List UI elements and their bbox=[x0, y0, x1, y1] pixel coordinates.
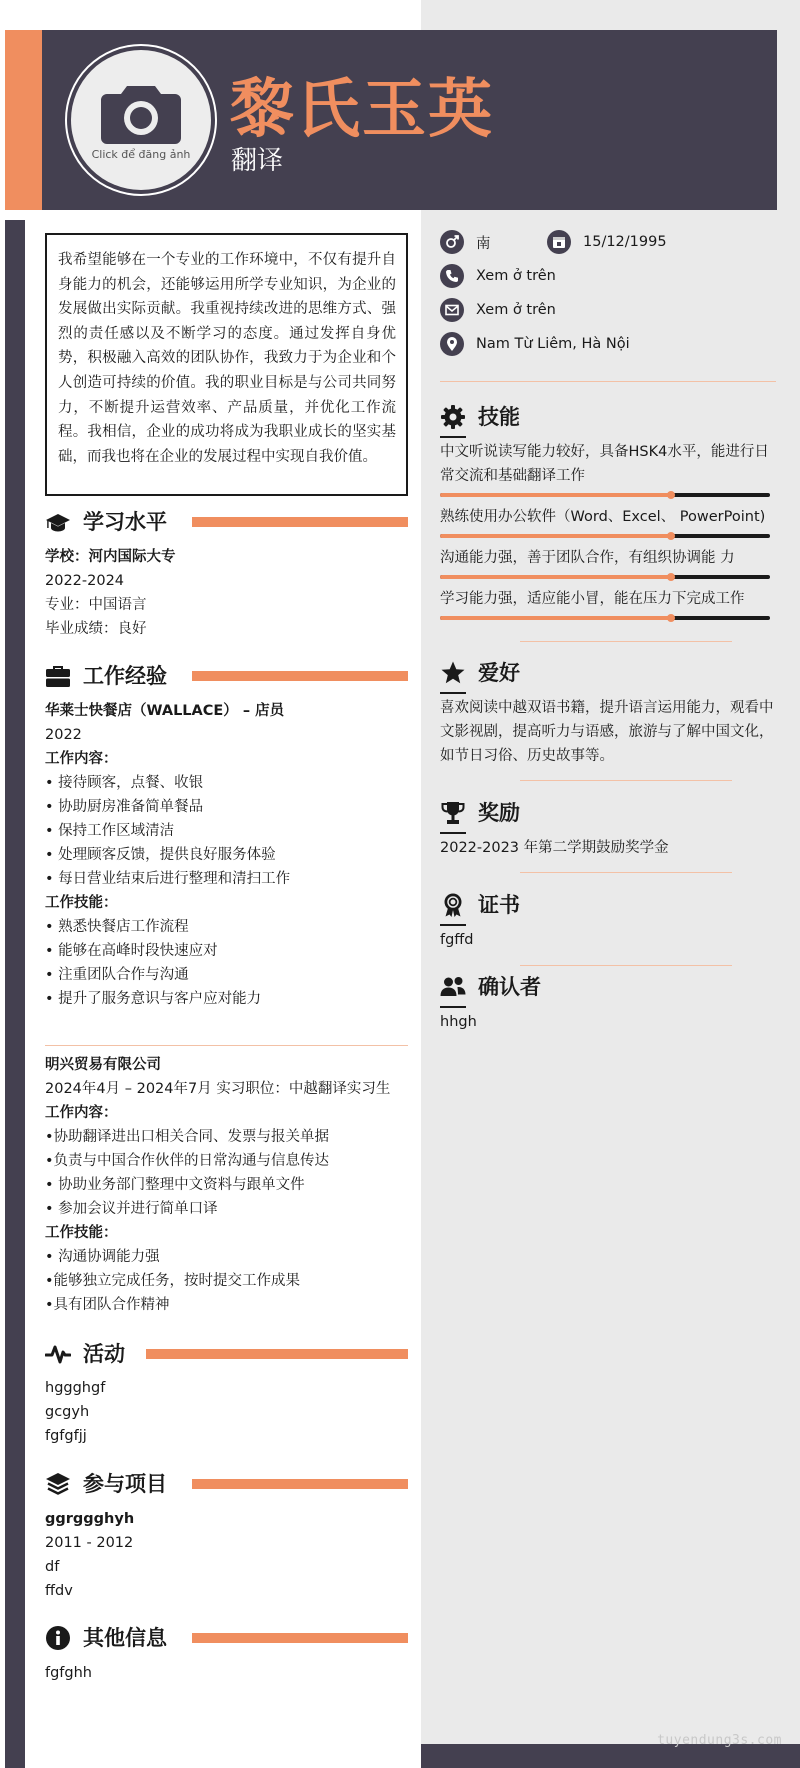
references-text: hhgh bbox=[440, 1014, 477, 1030]
graduation-cap-icon bbox=[45, 509, 71, 535]
career-objective: 我希望能够在一个专业的工作环境中，不仅有提升自身能力的机会，还能够运用所学专业知识，为企业的发展做出实际贡献。我重视持续改进的思维方式、强烈的责任感以及不断学习的态度。通过发挥自身优势，积极融入高效的团队协作，我致力于为企业和个人创造可持续的价值。我的职业目标是与公司共同努力，不断提升运营效率、产品质量，并优化工作流程。我相信，企业的成功将成为我职业成长的坚实基础，而我也将在企业的发展过程中实现自我价值。 bbox=[45, 233, 408, 496]
phone-value[interactable]: Xem ở trên bbox=[476, 268, 556, 284]
activity-line: gcgyh bbox=[45, 1404, 90, 1420]
address-row bbox=[440, 330, 630, 358]
job-line: • 协助厨房准备简单餐品 bbox=[45, 799, 204, 815]
avatar-frame bbox=[65, 44, 217, 196]
job-line: • 能够在高峰时段快速应对 bbox=[45, 943, 218, 959]
email-value[interactable]: Xem ở trên bbox=[476, 302, 556, 318]
skill-label: 学习能力强，适应能小冒，能在压力下完成工作 bbox=[440, 591, 745, 607]
project-line: 2011 - 2012 bbox=[45, 1535, 134, 1551]
location-pin-icon bbox=[440, 332, 464, 356]
users-icon bbox=[440, 974, 466, 1000]
phone-row bbox=[440, 262, 556, 290]
info-icon bbox=[45, 1625, 71, 1651]
header bbox=[5, 30, 777, 210]
left-accent-strip bbox=[5, 220, 25, 1768]
certificates-text: fgffd bbox=[440, 932, 474, 948]
skill-label: 熟练使用办公软件（Word、Excel、 PowerPoint) bbox=[440, 509, 766, 525]
skills-title-underline bbox=[440, 436, 466, 438]
education-section-header bbox=[45, 505, 408, 539]
job-entry bbox=[45, 699, 411, 1011]
project-line: df bbox=[45, 1559, 60, 1575]
activity-line: hggghgf bbox=[45, 1380, 106, 1396]
avatar-upload[interactable] bbox=[71, 50, 211, 190]
job-line: •负责与中国合作伙伴的日常沟通与信息传达 bbox=[45, 1153, 330, 1169]
references-title-underline bbox=[440, 1006, 466, 1008]
activity-line: fgfgfjj bbox=[45, 1428, 87, 1444]
skill-label: 中文听说读写能力较好，具备HSK4水平，能进行日常交流和基础翻译工作 bbox=[440, 444, 769, 484]
projects-section-header bbox=[45, 1467, 408, 1501]
job-line: • 每日营业结束后进行整理和清扫工作 bbox=[45, 871, 291, 887]
project-line: ffdv bbox=[45, 1583, 73, 1599]
job-line: • 注重团队合作与沟通 bbox=[45, 967, 189, 983]
job-line: • 熟悉快餐店工作流程 bbox=[45, 919, 189, 935]
other-info-section-header bbox=[45, 1621, 408, 1655]
gear-icon bbox=[440, 404, 466, 430]
skill-level-bar bbox=[440, 534, 770, 538]
email-row bbox=[440, 296, 556, 324]
birthday-row bbox=[547, 228, 667, 256]
gender-row bbox=[440, 228, 491, 256]
job-line: • 沟通协调能力强 bbox=[45, 1249, 160, 1265]
pulse-icon bbox=[45, 1341, 71, 1367]
education-line: 专业：中国语言 bbox=[45, 597, 147, 613]
job-line: 工作内容： bbox=[45, 1105, 118, 1121]
gender-value: 南 bbox=[476, 235, 491, 252]
activities-title: 活动 bbox=[83, 1342, 125, 1366]
other-info-title: 其他信息 bbox=[83, 1626, 167, 1650]
job-line: 华莱士快餐店（WALLACE） – 店员 bbox=[45, 703, 285, 719]
other-info-title-bar bbox=[192, 1633, 408, 1643]
job-divider bbox=[45, 1045, 408, 1046]
section-divider bbox=[520, 780, 732, 781]
layers-icon bbox=[45, 1471, 71, 1497]
watermark: tuyendung3s.com bbox=[657, 1733, 782, 1748]
skill-level-bar bbox=[440, 616, 770, 620]
star-icon bbox=[440, 660, 466, 686]
experience-title-bar bbox=[192, 671, 408, 681]
awards-text: 2022-2023 年第二学期鼓励奖学金 bbox=[440, 840, 669, 856]
awards-title-underline bbox=[440, 832, 466, 834]
certificates-title: 证书 bbox=[478, 893, 520, 917]
award-badge-icon bbox=[440, 892, 466, 918]
section-divider bbox=[520, 872, 732, 873]
skill-item bbox=[440, 587, 778, 620]
email-icon bbox=[440, 298, 464, 322]
job-line: 工作内容： bbox=[45, 751, 118, 767]
certificates-title-underline bbox=[440, 924, 466, 926]
section-divider bbox=[520, 965, 732, 966]
header-accent bbox=[5, 30, 42, 210]
experience-title: 工作经验 bbox=[83, 664, 167, 688]
experience-section-header bbox=[45, 659, 408, 693]
job-line: • 接待顾客，点餐、收银 bbox=[45, 775, 204, 791]
camera-icon bbox=[101, 80, 181, 146]
job-line: •具有团队合作精神 bbox=[45, 1297, 170, 1313]
activities-details bbox=[45, 1376, 411, 1448]
skill-item bbox=[440, 546, 778, 579]
education-title-bar bbox=[192, 517, 408, 527]
section-divider bbox=[520, 641, 732, 642]
education-line: 2022-2024 bbox=[45, 573, 125, 589]
job-line: • 处理顾客反馈，提供良好服务体验 bbox=[45, 847, 276, 863]
job-line: •协助翻译进出口相关合同、发票与报关单据 bbox=[45, 1129, 330, 1145]
hobbies-text: 喜欢阅读中越双语书籍，提升语言运用能力，观看中文影视剧，提高听力与语感，旅游与了解中国文化，如节日习俗、历史故事等。 bbox=[440, 700, 774, 764]
skill-level-bar bbox=[440, 493, 770, 497]
job-line: 2024年4月 – 2024年7月 实习职位：中越翻译实习生 bbox=[45, 1081, 391, 1097]
skill-item bbox=[440, 440, 778, 497]
projects-details bbox=[45, 1507, 411, 1603]
education-details bbox=[45, 545, 411, 641]
skill-level-bar bbox=[440, 575, 770, 579]
skill-item bbox=[440, 505, 778, 538]
other-info-details bbox=[45, 1661, 411, 1685]
education-line: 毕业成绩：良好 bbox=[45, 621, 147, 637]
skills-title: 技能 bbox=[478, 405, 520, 429]
references-title: 确认者 bbox=[478, 975, 541, 999]
activities-title-bar bbox=[146, 1349, 408, 1359]
hobbies-title-underline bbox=[440, 692, 466, 694]
job-line: • 参加会议并进行简单口译 bbox=[45, 1201, 218, 1217]
job-line: 工作技能： bbox=[45, 895, 118, 911]
gender-icon bbox=[440, 230, 464, 254]
job-line: • 保持工作区域清洁 bbox=[45, 823, 175, 839]
address-value: Nam Từ Liêm, Hà Nội bbox=[476, 336, 630, 352]
phone-icon bbox=[440, 264, 464, 288]
candidate-name: 黎氏玉英 bbox=[230, 73, 494, 147]
other-info-line: fgfghh bbox=[45, 1665, 92, 1681]
projects-title-bar bbox=[192, 1479, 408, 1489]
job-line: 工作技能： bbox=[45, 1225, 118, 1241]
project-line: ggrggghyh bbox=[45, 1511, 135, 1527]
job-line: •能够独立完成任务，按时提交工作成果 bbox=[45, 1273, 301, 1289]
job-line: 2022 bbox=[45, 727, 82, 743]
avatar-caption: Click để đăng ảnh bbox=[91, 148, 191, 161]
job-entry bbox=[45, 1053, 411, 1317]
awards-title: 奖励 bbox=[478, 801, 520, 825]
job-line: • 协助业务部门整理中文资料与跟单文件 bbox=[45, 1177, 305, 1193]
hobbies-title: 爱好 bbox=[478, 661, 520, 685]
calendar-icon bbox=[547, 230, 571, 254]
job-line: • 提升了服务意识与客户应对能力 bbox=[45, 991, 262, 1007]
education-line: 学校：河内国际大专 bbox=[45, 549, 176, 565]
activities-section-header bbox=[45, 1337, 408, 1371]
birthday-value: 15/12/1995 bbox=[583, 234, 667, 250]
education-title: 学习水平 bbox=[83, 510, 167, 534]
briefcase-icon bbox=[45, 663, 71, 689]
skill-label: 沟通能力强，善于团队合作，有组织协调能 力 bbox=[440, 550, 735, 566]
trophy-icon bbox=[440, 800, 466, 826]
contact-divider bbox=[440, 381, 776, 382]
job-title: 翻译 bbox=[231, 146, 284, 176]
projects-title: 参与项目 bbox=[83, 1472, 167, 1496]
job-line: 明兴贸易有限公司 bbox=[45, 1057, 161, 1073]
